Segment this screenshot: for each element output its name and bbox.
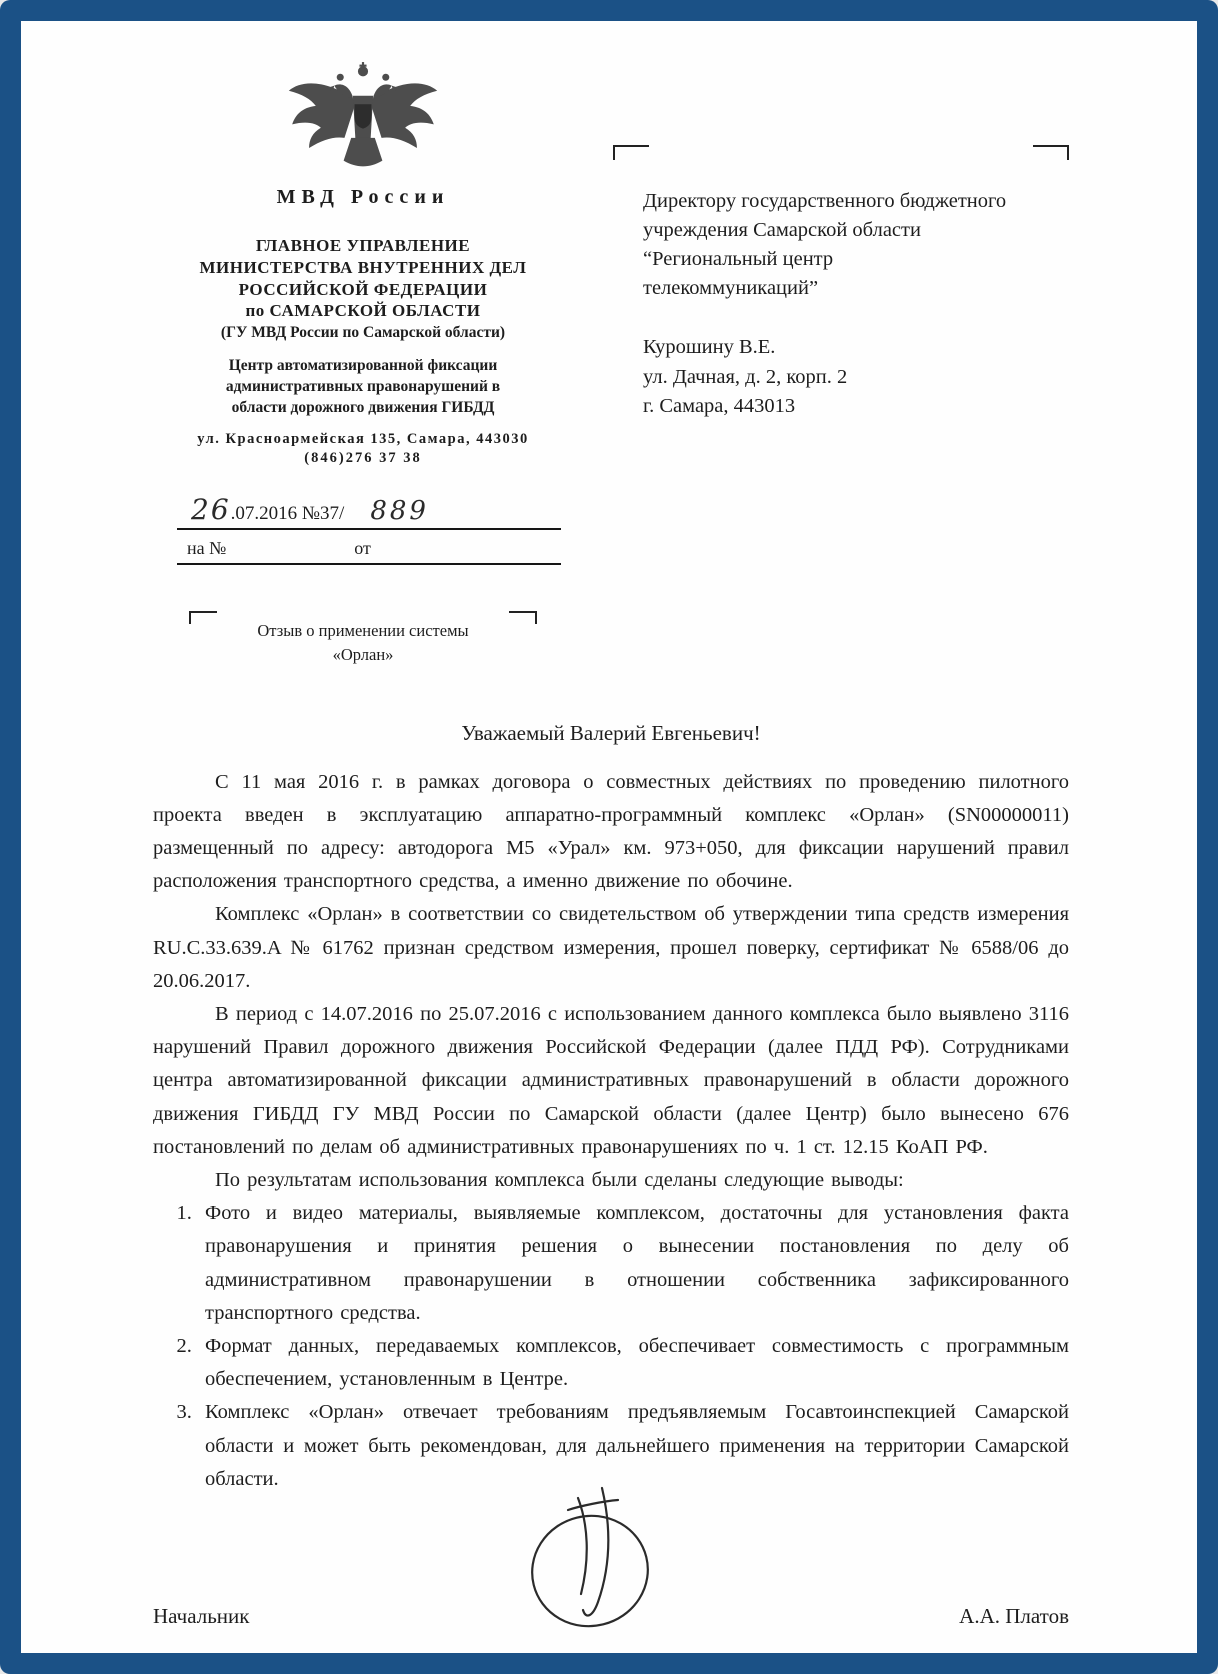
subject-block [189, 611, 537, 667]
printed-date-number: .07.2016 №37/ [230, 502, 345, 524]
conclusion-item: 1. Фото и видео материалы, выявляемые комплексом, достаточны для установления факта правонарушения и принятия решения о вынесении постановления по делу об административном правонарушении в отношении собственника зафиксированного транспортного средства. [199, 1197, 1069, 1330]
subdivision-line: области дорожного движения ГИБДД [231, 398, 495, 416]
conclusion-item: 3. Комплекс «Орлан» отвечает требованиям предъявляемым Госавтоинспекцией Самарской области и может быть рекомендован, для дальнейшего применения на территории Самарской области. [199, 1396, 1069, 1496]
addressee-name: Курошину В.Е. [643, 336, 776, 359]
handwritten-date-day: 26 [191, 492, 231, 526]
signer-position: Начальник [153, 1604, 250, 1629]
subdivision-line: административных правонарушений в [225, 377, 501, 395]
conclusion-item: 2. Формат данных, передаваемых комплексов, обеспечивает совместимость с программным обеспечением, установленным в Центре. [199, 1330, 1069, 1396]
body-paragraph: В период с 14.07.2016 по 25.07.2016 с использованием данного комплекса было выявлено 3116 нарушений Правил дорожного движения Российской Федерации (далее ПДД РФ). Сотрудниками центра автоматизированной фиксации административных правонарушений в области дорожного движения ГИБДД ГУ МВД России по Самарской области (далее Центр) было вынесено 676 постановлений по делам об административных правонарушениях по ч. 1 ст. 12.15 КоАП РФ. [153, 1003, 1069, 1158]
ref-na-label: на № [187, 537, 227, 558]
letter-header [153, 57, 1069, 667]
org-department [153, 235, 573, 342]
body-paragraph: С 11 мая 2016 г. в рамках договора о совместных действиях по проведению пилотного проекта введен в эксплуатацию аппаратно-программный комплекс «Орлан» (SN00000011) размещенный по адресу: автодорога М5 «Урал» км. 973+050, для фиксации нарушений правил расположения транспортного средства, а именно движение по обочине. [153, 770, 1069, 893]
dept-line: ГЛАВНОЕ УПРАВЛЕНИЕ [255, 236, 471, 255]
dept-line: (ГУ МВД России по Самарской области) [220, 324, 506, 341]
ref-ot-label: от [354, 537, 371, 558]
handwritten-signature [518, 1476, 668, 1647]
subdivision-line: Центр автоматизированной фиксации [228, 357, 498, 374]
double-headed-eagle-emblem [278, 57, 448, 180]
dept-line: МИНИСТЕРСТВА ВНУТРЕННИХ ДЕЛ [199, 257, 527, 277]
org-phone: (846)276 37 38 [304, 449, 422, 466]
org-name: МВД России [276, 186, 450, 208]
handwritten-doc-number: 889 [370, 495, 429, 526]
dept-line: РОССИЙСКОЙ ФЕДЕРАЦИИ [238, 279, 488, 299]
letter-sheet [21, 21, 1197, 1653]
addressee-line: Директору государственного бюджетного [643, 190, 1007, 212]
org-subdivision [153, 356, 573, 419]
addressee-city: г. Самара, 443013 [643, 394, 796, 417]
body-paragraph: По результатам использования комплекса были сделаны следующие выводы: [215, 1169, 904, 1192]
conclusions-list [175, 1197, 1069, 1496]
salutation: Уважаемый Валерий Евгеньевич! [461, 720, 761, 745]
addressee-block [613, 145, 1069, 421]
addressee-line: учреждения Самарской области [643, 219, 921, 242]
body-paragraph: Комплекс «Орлан» в соответствии со свидетельством об утверждении типа средств измерения RU.C.33.639.A № 61762 признан средством измерения, прошел поверку, сертификат № 6588/06 до 20.06.2017. [153, 903, 1069, 992]
addressee-line: “Региональный центр [643, 248, 834, 271]
dept-line: по САМАРСКОЙ ОБЛАСТИ [245, 301, 481, 321]
reference-line [177, 534, 561, 565]
subject-line: Отзыв о применении системы [257, 620, 469, 640]
org-street-address: ул. Красноармейская 135, Самара, 443030 [197, 430, 529, 447]
addressee-line: телекоммуникаций” [643, 277, 819, 300]
addressee-street: ул. Дачная, д. 2, корп. 2 [643, 365, 848, 388]
signer-name: А.А. Платов [959, 1604, 1069, 1629]
date-number-line [177, 493, 561, 530]
subject-line: «Орлан» [332, 644, 394, 664]
letter-body [153, 721, 1069, 1496]
signature-block [153, 1604, 1069, 1629]
letterhead [153, 57, 573, 667]
